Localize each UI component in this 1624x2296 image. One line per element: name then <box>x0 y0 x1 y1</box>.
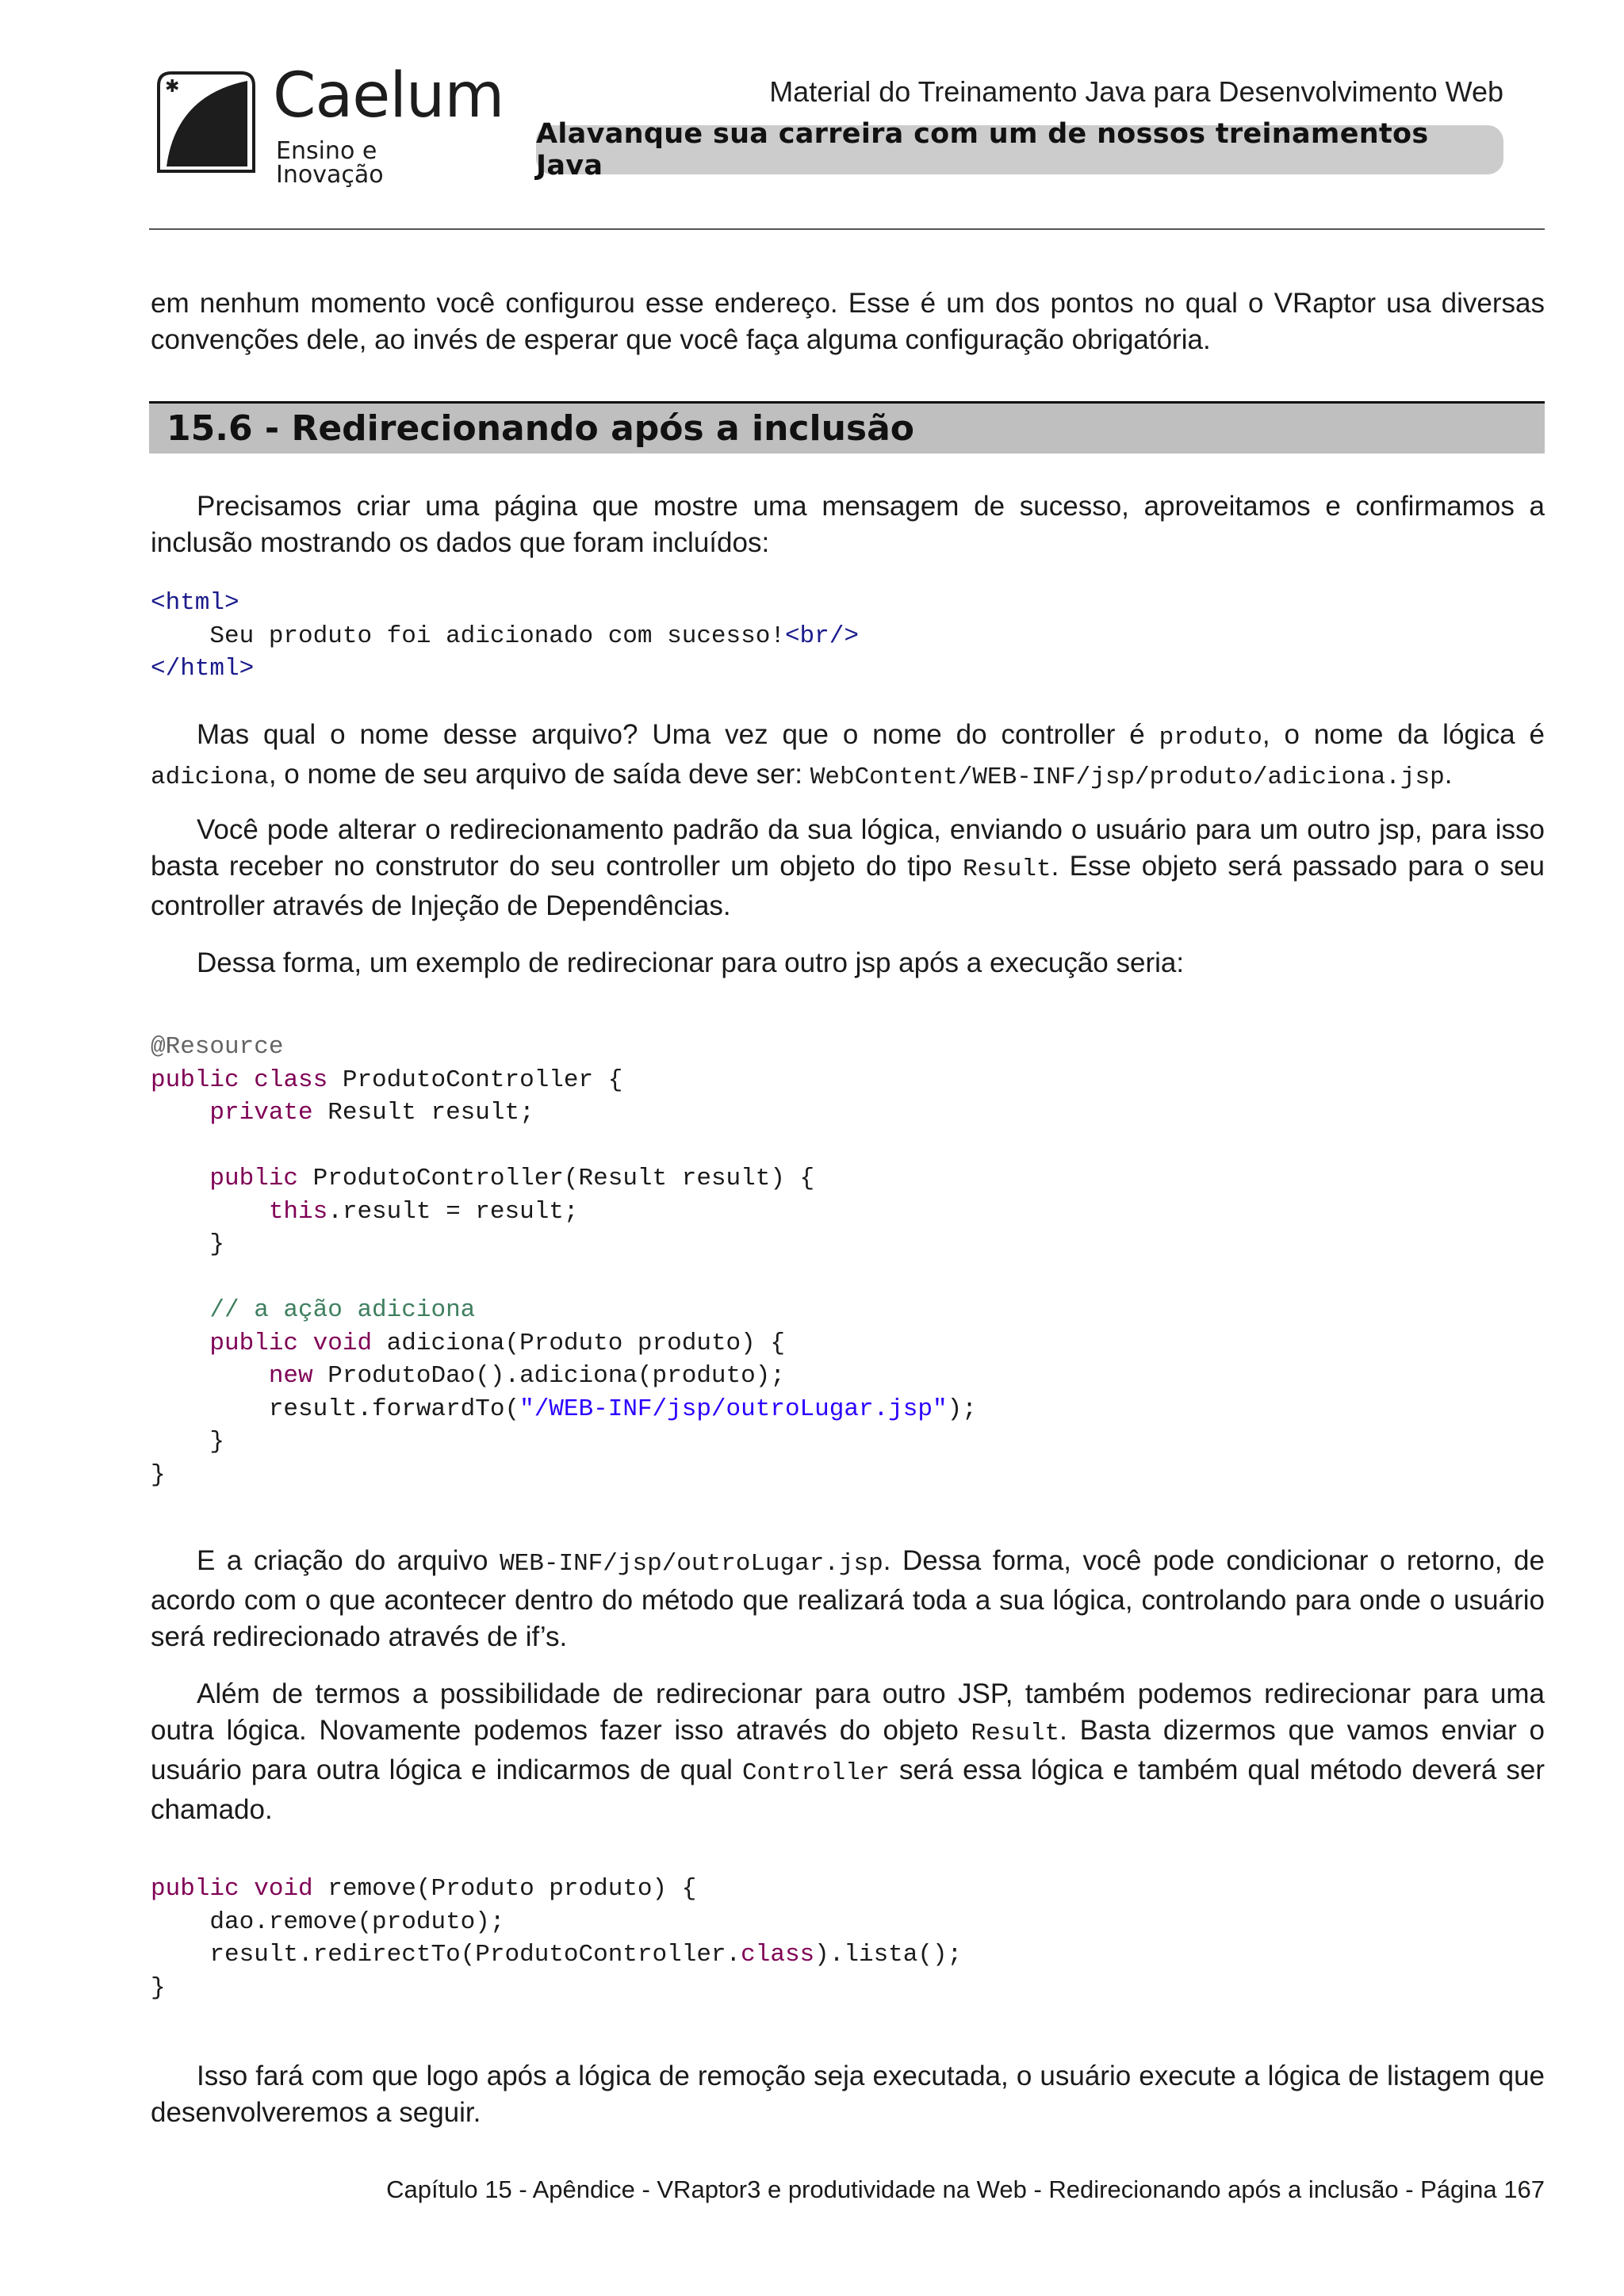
header-divider <box>149 228 1545 230</box>
code-token: .result = result; <box>327 1197 579 1226</box>
code-token: this <box>268 1197 328 1226</box>
code-token: class <box>741 1941 815 1969</box>
code-token: ProdutoController { <box>327 1066 623 1094</box>
code-token: <html> <box>151 589 239 617</box>
code-comment: // a ação adiciona <box>209 1296 476 1324</box>
code-token: } <box>209 1230 225 1258</box>
code-token: class <box>254 1066 328 1094</box>
page-footer: Capítulo 15 - Apêndice - VRaptor3 e produtividade na Web - Redirecionando após a inclusão - Página 167 <box>386 2175 1545 2203</box>
logo-mark-icon <box>157 71 255 173</box>
code-token: } <box>209 1428 225 1456</box>
text-run: E a criação do arquivo <box>197 1545 500 1576</box>
code-token: } <box>151 1973 166 2002</box>
text-run: , o nome de seu arquivo de saída deve ser: <box>268 759 810 790</box>
section-heading: 15.6 - Redirecionando após a inclusão <box>149 401 1545 453</box>
paragraph-2 <box>151 717 1545 796</box>
code-token: } <box>151 1460 166 1489</box>
code-token: void <box>312 1329 373 1357</box>
code-token: ProdutoDao().adiciona(produto); <box>312 1362 785 1390</box>
code-token: result.redirectTo(ProdutoController. <box>209 1941 741 1969</box>
code-token: ).lista(); <box>814 1941 963 1969</box>
inline-code: Controller <box>741 1759 890 1787</box>
text-run: . Esse objeto será passado para o seu controller através de Injeção de Dependências. <box>151 851 1545 921</box>
code-token: </html> <box>151 655 255 683</box>
code-block-controller <box>151 1031 977 1491</box>
svg-text:✱: ✱ <box>165 77 180 97</box>
text-run: Você pode alterar o redirecionamento padrão da sua lógica, enviando o usuário para um outro jsp, para isso basta receber no construtor do seu controller um objeto do tipo <box>151 814 1545 882</box>
material-title: Material do Treinamento Java para Desenvolvimento Web <box>769 75 1503 108</box>
paragraph-5 <box>151 1543 1545 1655</box>
code-token: ); <box>947 1395 977 1423</box>
paragraph-1: Precisamos criar uma página que mostre uma mensagem de sucesso, aproveitamos e confirmamos a inclusão mostrando os dados que foram incluídos: <box>151 491 1545 558</box>
code-token: public <box>151 1066 239 1094</box>
code-token: Result result; <box>312 1099 534 1127</box>
inline-code: WebContent/WEB-INF/jsp/produto/adiciona.jsp <box>810 763 1445 791</box>
code-token: @Resource <box>151 1033 284 1061</box>
code-token: public <box>151 1875 239 1903</box>
code-token: result.forwardTo( <box>268 1395 520 1423</box>
text-run: , o nome da lógica é <box>1262 719 1545 750</box>
slogan-banner: Alavanque sua carreira com um de nossos treinamentos Java <box>536 125 1503 174</box>
inline-code: Result <box>962 855 1051 883</box>
code-block-remove <box>151 1873 962 2004</box>
inline-code: Result <box>971 1720 1060 1747</box>
logo-tagline: Ensino e Inovação <box>276 137 384 189</box>
text-run: será essa lógica e também qual método deverá ser chamado. <box>151 1755 1545 1825</box>
code-token: adiciona(Produto produto) { <box>372 1329 785 1357</box>
code-token: private <box>209 1099 313 1127</box>
code-token: dao.remove(produto); <box>209 1908 505 1936</box>
code-token: public <box>209 1165 299 1192</box>
code-token: new <box>268 1362 313 1390</box>
caelum-logo <box>157 60 504 189</box>
inline-code: produto <box>1159 724 1262 752</box>
code-string: "/WEB-INF/jsp/outroLugar.jsp" <box>519 1395 948 1423</box>
text-run: . Dessa forma, você pode condicionar o retorno, de acordo com o que acontecer dentro do método que realizará toda a sua lógica, controlando para onde o usuário será redirecionado através de if’s. <box>151 1545 1545 1652</box>
code-token: ProdutoController(Result result) { <box>298 1165 815 1192</box>
paragraph-3 <box>151 812 1545 924</box>
code-token: void <box>254 1875 313 1903</box>
logo-name: Caelum <box>273 60 504 132</box>
paragraph-4: Dessa forma, um exemplo de redirecionar para outro jsp após a execução seria: <box>197 947 1185 978</box>
paragraph-7: Isso fará com que logo após a lógica de remoção seja executada, o usuário execute a lógica de listagem que desenvolveremos a seguir. <box>151 2061 1545 2128</box>
inline-code: WEB-INF/jsp/outroLugar.jsp <box>500 1550 883 1578</box>
text-run: . Basta dizermos que vamos enviar o usuário para outra lógica e indicarmos de qual <box>151 1715 1545 1785</box>
paragraph-6 <box>151 1676 1545 1828</box>
intro-paragraph: em nenhum momento você configurou esse endereço. Esse é um dos pontos no qual o VRaptor usa diversas convenções dele, ao invés de esperar que você faça alguma configuração obrigatória. <box>151 288 1545 355</box>
code-token: Seu produto foi adicionado com sucesso! <box>209 622 785 650</box>
text-run: Além de termos a possibilidade de redirecionar para outro JSP, também podemos redirecionar para uma outra lógica. Novamente podemos fazer isso através do objeto <box>151 1678 1545 1746</box>
code-token: <br/> <box>784 622 859 650</box>
code-token: remove(Produto produto) { <box>312 1875 697 1903</box>
inline-code: adiciona <box>151 763 269 791</box>
code-token: public <box>209 1329 299 1357</box>
code-block-html <box>151 587 859 686</box>
text-run: Mas qual o nome desse arquivo? Uma vez que o nome do controller é <box>197 719 1159 750</box>
text-run: . <box>1444 759 1453 790</box>
